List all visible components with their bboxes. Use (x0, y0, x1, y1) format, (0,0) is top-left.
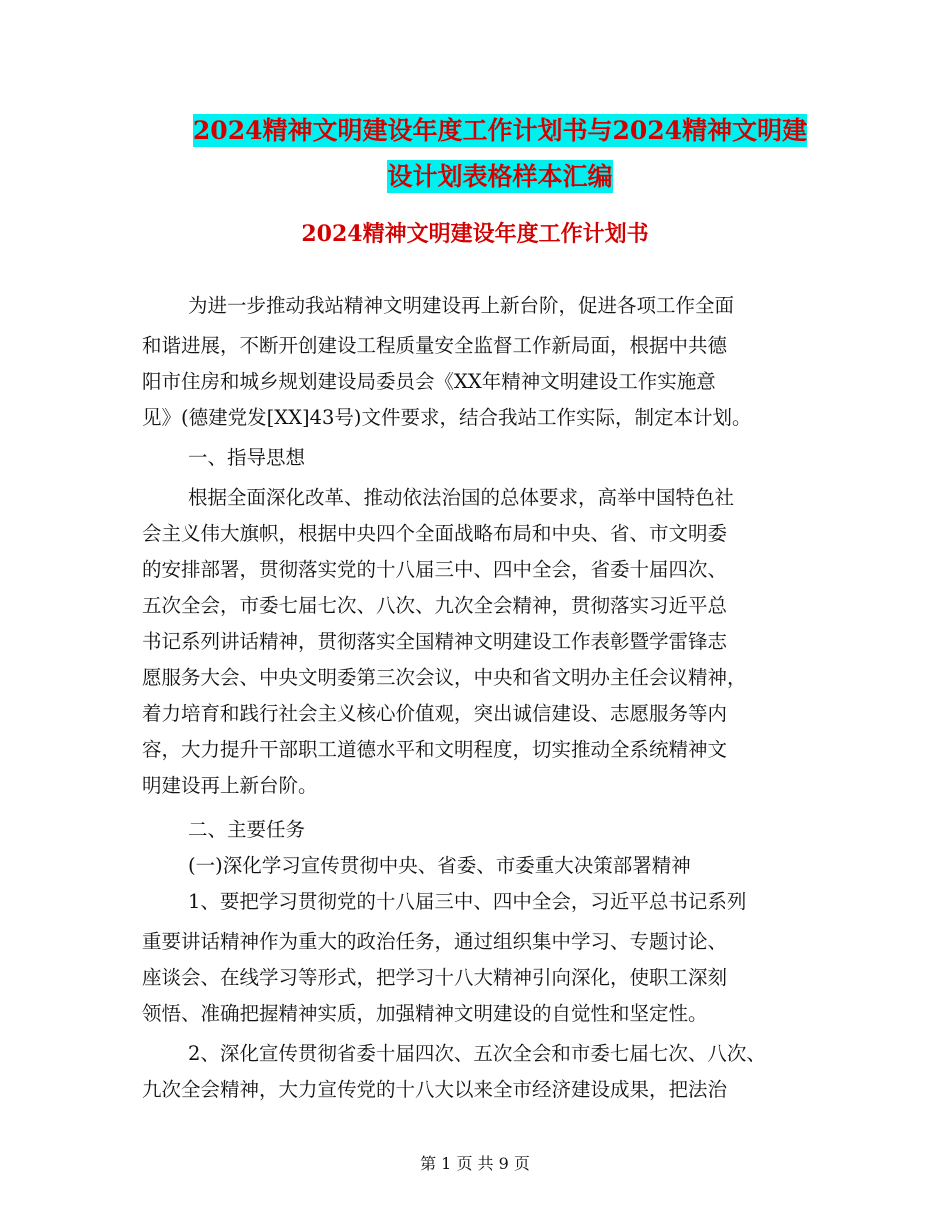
paragraph-line: 座谈会、在线学习等形式，把学习十八大精神引向深化，使职工深刻 (142, 966, 728, 989)
page-number: 第 1 页 共 9 页 (420, 1154, 530, 1173)
paragraph-line: 明建设再上新台阶。 (142, 774, 318, 797)
paragraph-line: 会主义伟大旗帜，根据中央四个全面战略布局和中央、省、市文明委 (142, 522, 728, 545)
heading-guiding-thought: 一、指导思想 (188, 446, 306, 469)
paragraph-line: 九次全会精神，大力宣传党的十八大以来全市经济建设成果，把法治 (142, 1078, 728, 1101)
paragraph-line: 五次全会，市委七届七次、八次、九次全会精神，贯彻落实习近平总 (142, 594, 728, 617)
title-line-1: 2024精神文明建设年度工作计划书与2024精神文明建 (192, 116, 808, 145)
heading-main-tasks: 二、主要任务 (188, 818, 306, 841)
paragraph-line: 见》(德建党发[XX]43号)文件要求，结合我站工作实际，制定本计划。 (142, 406, 752, 429)
paragraph-line: 为进一步推动我站精神文明建设再上新台阶，促进各项工作全面 (188, 294, 735, 317)
paragraph-line: 的安排部署，贯彻落实党的十八届三中、四中全会，省委十届四次、 (142, 558, 728, 581)
paragraph-line: 根据全面深化改革、推动依法治国的总体要求，高举中国特色社 (188, 486, 735, 509)
paragraph-line: 容，大力提升干部职工道德水平和文明程度，切实推动全系统精神文 (142, 738, 728, 761)
paragraph-line: 阳市住房和城乡规划建设局委员会《XX年精神文明建设工作实施意 (142, 370, 716, 393)
paragraph-line: 书记系列讲话精神，贯彻落实全国精神文明建设工作表彰暨学雷锋志 (142, 630, 728, 653)
paragraph-line: 1、要把学习贯彻党的十八届三中、四中全会，习近平总书记系列 (188, 890, 747, 913)
paragraph-line: 重要讲话精神作为重大的政治任务，通过组织集中学习、专题讨论、 (142, 930, 728, 953)
section-title: 2024精神文明建设年度工作计划书 (301, 221, 649, 247)
title-line-2: 设计划表格样本汇编 (387, 162, 613, 191)
paragraph-line: 愿服务大会、中央文明委第三次会议，中央和省文明办主任会议精神， (142, 666, 747, 689)
subheading-task-1: (一)深化学习宣传贯彻中央、省委、市委重大决策部署精神 (188, 854, 691, 877)
paragraph-line: 着力培育和践行社会主义核心价值观，突出诚信建设、志愿服务等内 (142, 702, 728, 725)
paragraph-line: 2、深化宣传贯彻省委十届四次、五次全会和市委七届七次、八次、 (188, 1042, 766, 1065)
paragraph-line: 领悟、准确把握精神实质，加强精神文明建设的自觉性和坚定性。 (142, 1002, 708, 1025)
document-title (140, 108, 860, 200)
paragraph-line: 和谐进展，不断开创建设工程质量安全监督工作新局面，根据中共德 (142, 334, 728, 357)
